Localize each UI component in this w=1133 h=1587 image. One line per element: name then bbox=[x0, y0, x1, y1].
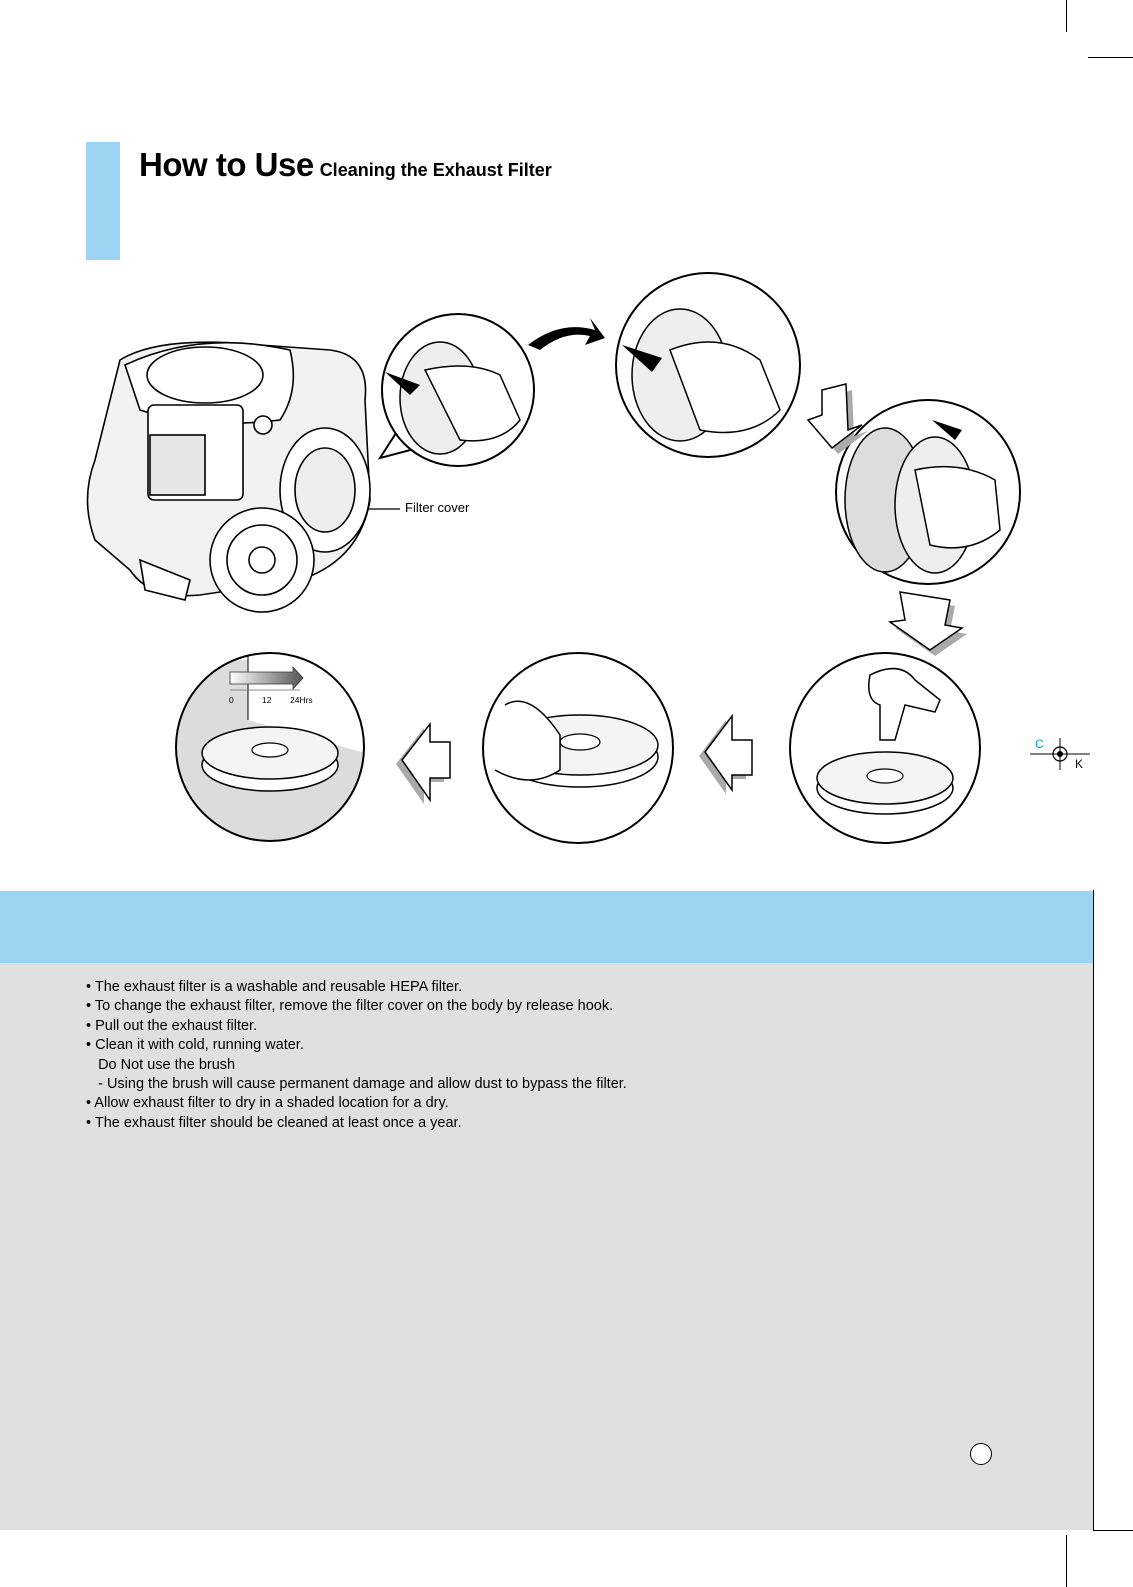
accent-bar bbox=[86, 142, 120, 260]
filter-cover-label: Filter cover bbox=[405, 500, 470, 515]
crop-mark-right-side bbox=[1093, 890, 1094, 1531]
instruction-item: • Pull out the exhaust filter. bbox=[86, 1017, 258, 1034]
crop-mark-bottom-horizontal bbox=[1093, 1530, 1133, 1531]
step3-circle bbox=[836, 400, 1020, 584]
crop-mark-bottom-vertical bbox=[1066, 1535, 1067, 1587]
instruction-item: • Allow exhaust filter to dry in a shaded location for a dry. bbox=[86, 1095, 449, 1112]
section-band bbox=[0, 891, 1093, 963]
timeline-tick-24: 24Hrs bbox=[290, 695, 313, 705]
crop-mark-top-vertical bbox=[1066, 0, 1067, 32]
step-arrow-left-icon-2 bbox=[396, 724, 450, 804]
instruction-item: • The exhaust filter is a washable and reusable HEPA filter. bbox=[86, 979, 463, 995]
step1-circle bbox=[380, 314, 534, 466]
timeline-tick-0: 0 bbox=[229, 695, 234, 705]
timeline-tick-12: 12 bbox=[262, 695, 272, 705]
step-arrow-down-icon bbox=[890, 592, 967, 656]
instruction-list bbox=[86, 978, 627, 1133]
step4-washing-circle bbox=[790, 653, 980, 843]
instruction-item: • To change the exhaust filter, remove the filter cover on the body by release hook. bbox=[86, 998, 614, 1015]
registration-k-label: K bbox=[1075, 757, 1084, 771]
curved-arrow-icon bbox=[528, 318, 605, 350]
step5-shaking-circle bbox=[483, 653, 673, 843]
crop-mark-top-horizontal bbox=[1088, 57, 1133, 58]
title-main: How to Use bbox=[139, 146, 314, 183]
registration-c-label: C bbox=[1035, 737, 1044, 751]
instruction-item: Do Not use the brush bbox=[86, 1056, 236, 1073]
instruction-item: • The exhaust filter should be cleaned at least once a year. bbox=[86, 1114, 462, 1131]
step-arrow-left-icon bbox=[699, 716, 752, 794]
step6-drying-circle bbox=[150, 650, 390, 850]
instruction-item: - Using the brush will cause permanent damage and allow dust to bypass the filter. bbox=[86, 1076, 627, 1093]
page-number-circle bbox=[970, 1443, 992, 1465]
vacuum-cleaner bbox=[88, 342, 371, 612]
step2-circle bbox=[616, 273, 800, 457]
instruction-item: • Clean it with cold, running water. bbox=[86, 1037, 304, 1054]
illustration bbox=[0, 260, 1133, 870]
page-title bbox=[139, 146, 552, 184]
title-subtitle: Cleaning the Exhaust Filter bbox=[319, 160, 552, 180]
